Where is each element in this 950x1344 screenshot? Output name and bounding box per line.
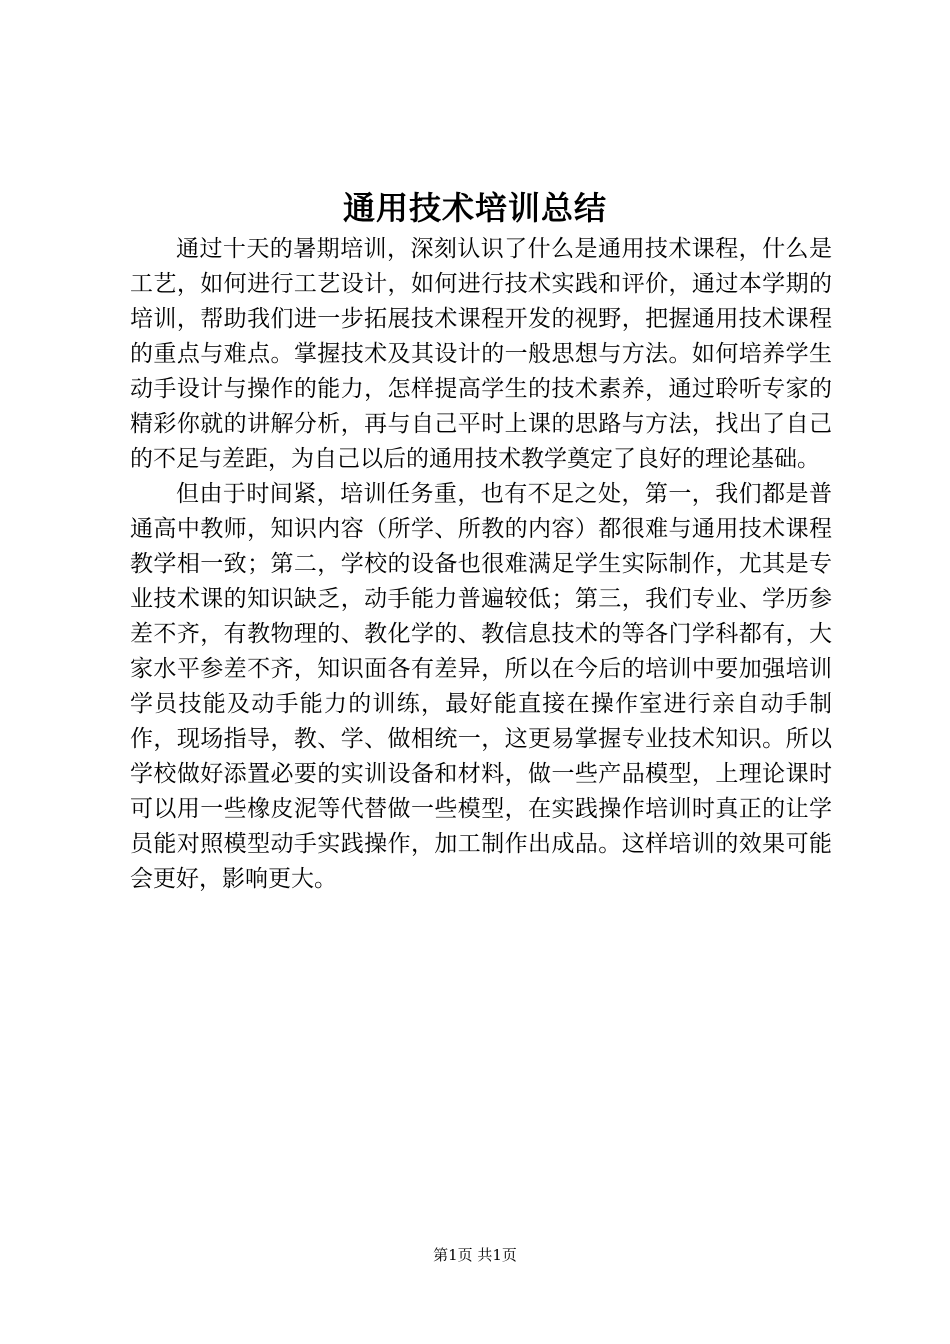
page-footer: 第1页 共1页 xyxy=(433,1246,517,1264)
paragraph-2: 但由于时间紧，培训任务重，也有不足之处，第一，我们都是普通高中教师，知识内容（所学、所教的内容）都很难与通用技术课程教学相一致；第二，学校的设备也很难满足学生实际制作，尤其是专业技术课的知识缺乏，动手能力普遍较低；第三，我们专业、学历参差不齐，有教物理的、教化学的、教信息技术的等各门学科都有，大家水平参差不齐，知识面各有差异，所以在今后的培训中要加强培训学员技能及动手能力的训练，最好能直接在操作室进行亲自动手制作，现场指导，教、学、做相统一，这更易掌握专业技术知识。所以学校做好添置必要的实训设备和材料，做一些产品模型，上理论课时可以用一些橡皮泥等代替做一些模型，在实践操作培训时真正的让学员能对照模型动手实践操作，加工制作出成品。这样培训的效果可能会更好，影响更大。 xyxy=(130,481,832,892)
document-title: 通用技术培训总结 xyxy=(342,189,607,227)
document-body xyxy=(130,232,832,897)
paragraph-1: 通过十天的暑期培训，深刻认识了什么是通用技术课程，什么是工艺，如何进行工艺设计，如何进行技术实践和评价，通过本学期的培训，帮助我们进一步拓展技术课程开发的视野，把握通用技术课程的重点与难点。掌握技术及其设计的一般思想与方法。如何培养学生动手设计与操作的能力，怎样提高学生的技术素养，通过聆听专家的精彩你就的讲解分析，再与自己平时上课的思路与方法，找出了自己的不足与差距，为自己以后的通用技术教学奠定了良好的理论基础。 xyxy=(130,236,832,472)
